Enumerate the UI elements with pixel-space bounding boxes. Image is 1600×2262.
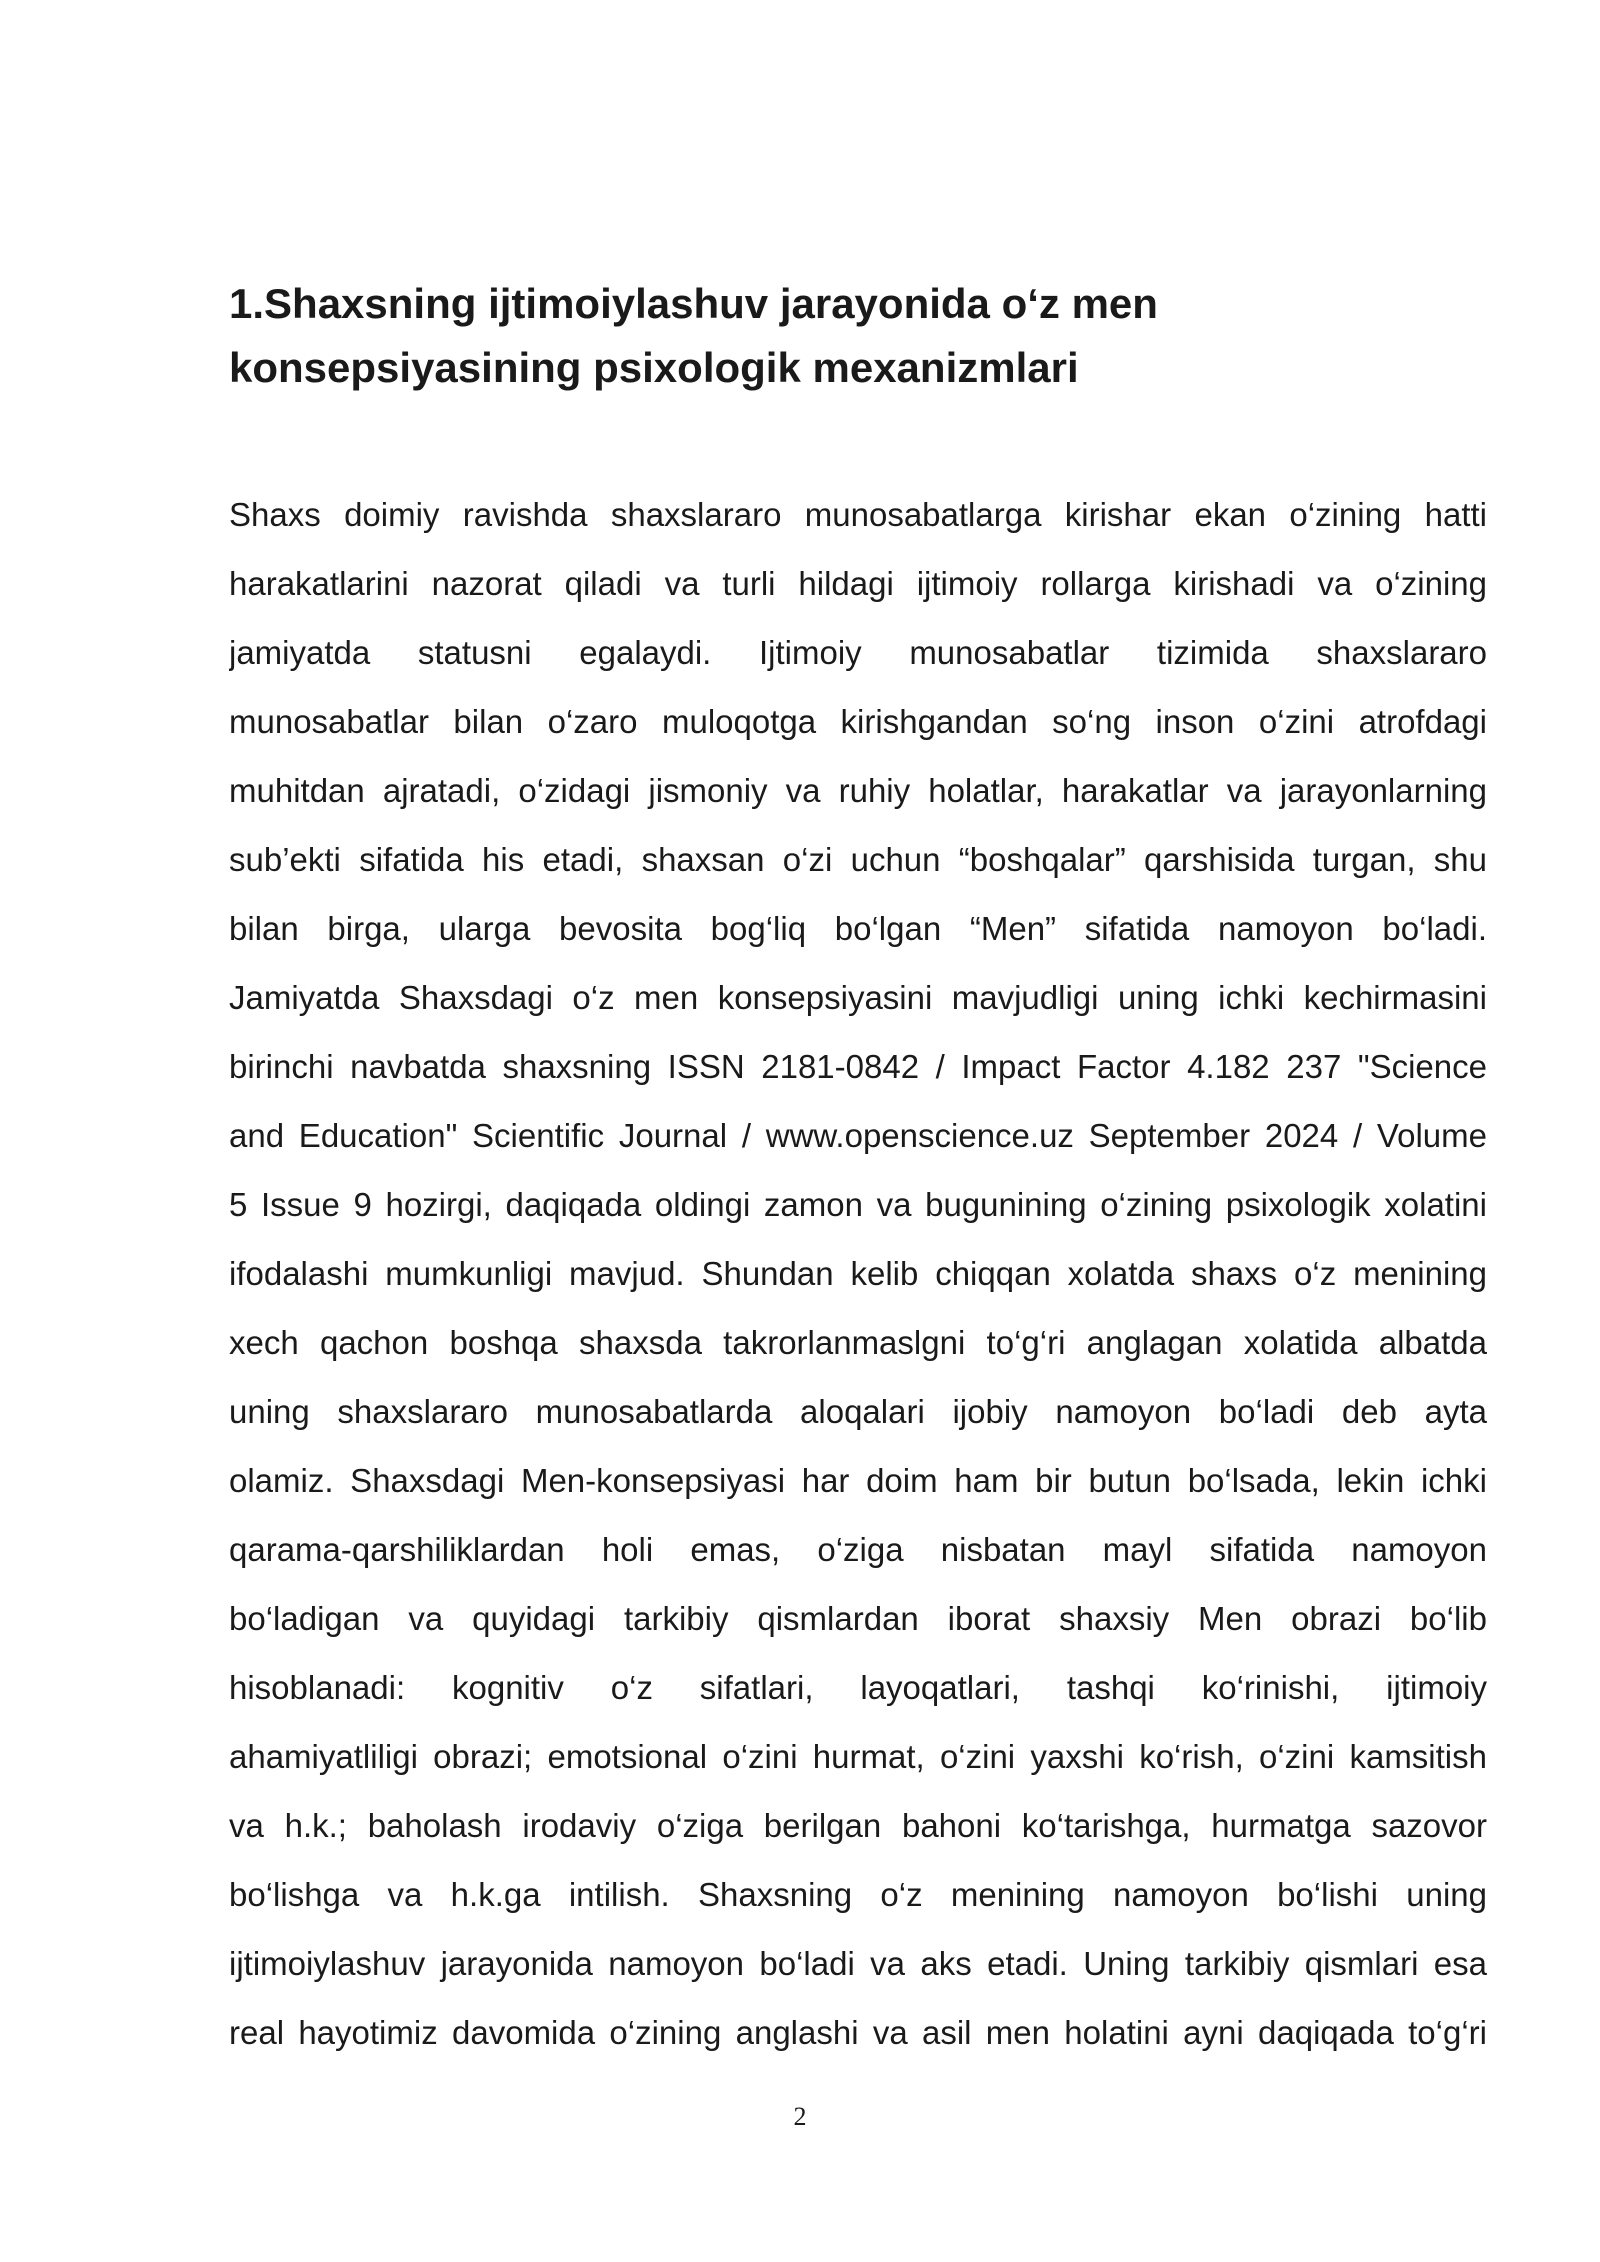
paragraph-line: sub’ekti sifatida his etadi, shaxsan o‘zi uchun “boshqalar” qarshisida turgan, shu xyxy=(229,841,1487,878)
paragraph-line: ijtimoiylashuv jarayonida namoyon bo‘ladi va aks etadi. Uning tarkibiy qismlari esa xyxy=(229,1945,1487,1982)
paragraph-line: 5 Issue 9 hozirgi, daqiqada oldingi zamon va bugunining o‘zining psixologik xolatini xyxy=(229,1186,1487,1223)
paragraph-line: qarama-qarshiliklardan holi emas, o‘ziga nisbatan mayl sifatida namoyon xyxy=(229,1531,1487,1568)
paragraph-line: bilan birga, ularga bevosita bog‘liq bo‘lgan “Men” sifatida namoyon bo‘ladi. xyxy=(229,910,1487,947)
paragraph-line: Jamiyatda Shaxsdagi o‘z men konsepsiyasini mavjudligi uning ichki kechirmasini xyxy=(229,979,1487,1016)
body-paragraph xyxy=(229,480,1487,2067)
paragraph-line: bo‘lishga va h.k.ga intilish. Shaxsning o‘z menining namoyon bo‘lishi uning xyxy=(229,1876,1487,1913)
page-number: 2 xyxy=(793,2102,807,2131)
section-heading xyxy=(229,272,1409,400)
paragraph-line: munosabatlar bilan o‘zaro muloqotga kirishgandan so‘ng inson o‘zini atrofdagi xyxy=(229,703,1487,740)
paragraph-line: olamiz. Shaxsdagi Men-konsepsiyasi har doim ham bir butun bo‘lsada, lekin ichki xyxy=(229,1462,1487,1499)
paragraph-line: muhitdan ajratadi, o‘zidagi jismoniy va ruhiy holatlar, harakatlar va jarayonlarning xyxy=(229,772,1487,809)
paragraph-line: uning shaxslararo munosabatlarda aloqalari ijobiy namoyon bo‘ladi deb ayta xyxy=(229,1393,1487,1430)
paragraph-line: hisoblanadi: kognitiv o‘z sifatlari, layoqatlari, tashqi ko‘rinishi, ijtimoiy xyxy=(229,1669,1487,1706)
paragraph-line: jamiyatda statusni egalaydi. Ijtimoiy munosabatlar tizimida shaxslararo xyxy=(229,634,1487,671)
paragraph-line: xech qachon boshqa shaxsda takrorlanmaslgni to‘g‘ri anglagan xolatida albatda xyxy=(229,1324,1487,1361)
heading-line: 1.Shaxsning ijtimoiylashuv jarayonida o‘z men xyxy=(229,280,1158,327)
paragraph-line: va h.k.; baholash irodaviy o‘ziga berilgan bahoni ko‘tarishga, hurmatga sazovor xyxy=(229,1807,1487,1844)
paragraph-line: and Education" Scientific Journal / www.openscience.uz September 2024 / Volume xyxy=(229,1117,1487,1154)
paragraph-line: Shaxs doimiy ravishda shaxslararo munosabatlarga kirishar ekan o‘zining hatti xyxy=(229,496,1487,533)
paragraph-line: bo‘ladigan va quyidagi tarkibiy qismlardan iborat shaxsiy Men obrazi bo‘lib xyxy=(229,1600,1487,1637)
paragraph-line: ahamiyatliligi obrazi; emotsional o‘zini hurmat, o‘zini yaxshi ko‘rish, o‘zini kamsitish xyxy=(229,1738,1487,1775)
heading-line: konsepsiyasining psixologik mexanizmlari xyxy=(229,344,1079,391)
paragraph-line: real hayotimiz davomida o‘zining anglashi va asil men holatini ayni daqiqada to‘g‘ri xyxy=(229,2014,1487,2051)
paragraph-line: birinchi navbatda shaxsning ISSN 2181-0842 / Impact Factor 4.182 237 "Science xyxy=(229,1048,1487,1085)
paragraph-line: ifodalashi mumkunligi mavjud. Shundan kelib chiqqan xolatda shaxs o‘z menining xyxy=(229,1255,1487,1292)
paragraph-line: harakatlarini nazorat qiladi va turli hildagi ijtimoiy rollarga kirishadi va o‘zining xyxy=(229,565,1487,602)
